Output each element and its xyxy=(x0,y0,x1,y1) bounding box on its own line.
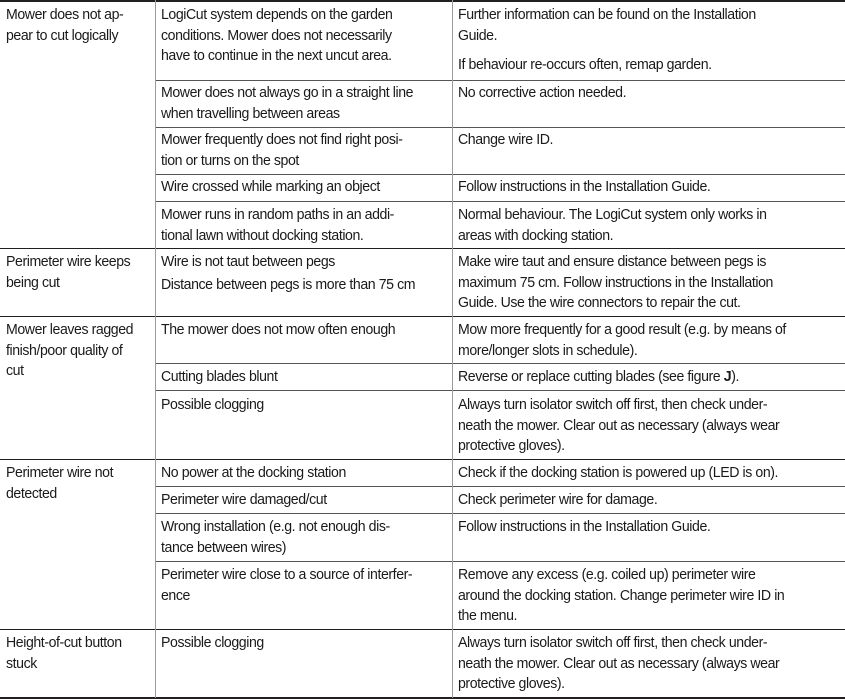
cause-cell: Wire is not taut between pegs Distance between pegs is more than 75 cm xyxy=(161,253,416,293)
cause-cell: Mower frequently does not find right posi- tion or turns on the spot xyxy=(161,131,403,169)
solution-cell: Normal behaviour. The LogiCut system only works in areas with docking station. xyxy=(458,206,767,244)
cause-cell: The mower does not mow often enough xyxy=(161,321,396,338)
cause-cell: LogiCut system depends on the garden conditions. Mower does not necessarily have to continue in the next uncut area. xyxy=(161,6,393,64)
solution-cell: Remove any excess (e.g. coiled up) perimeter wire around the docking station. Change perimeter wire ID in the menu. xyxy=(458,566,785,624)
table-top-border xyxy=(0,0,845,2)
solution-cell: Mow more frequently for a good result (e.g. by means of more/longer slots in schedule). xyxy=(458,321,786,359)
problem-cell: Perimeter wire keeps being cut xyxy=(6,253,131,291)
solution-cell: No corrective action needed. xyxy=(458,84,627,101)
cause-cell: Perimeter wire damaged/cut xyxy=(161,491,327,508)
cause-cell: Wire crossed while marking an object xyxy=(161,178,380,195)
group-divider xyxy=(0,248,845,249)
solution-cell: Always turn isolator switch off first, then check under- neath the mower. Clear out as necessary (always wear protective gloves). xyxy=(458,396,780,454)
solution-cell: Further information can be found on the Installation Guide. If behaviour re-occurs often, remap garden. xyxy=(458,6,756,73)
row-divider xyxy=(155,201,845,202)
problem-cell: Perimeter wire not detected xyxy=(6,464,114,502)
row-divider xyxy=(155,127,845,128)
row-divider xyxy=(155,513,845,514)
problem-cell: Height-of-cut button stuck xyxy=(6,634,122,672)
cause-cell: Possible clogging xyxy=(161,396,264,413)
cause-cell: Cutting blades blunt xyxy=(161,368,278,385)
solution-cell: Make wire taut and ensure distance between pegs is maximum 75 cm. Follow instructions in the Installation Guide. Use the wire connectors to repair the cut. xyxy=(458,253,773,311)
solution-cell: Follow instructions in the Installation Guide. xyxy=(458,518,711,535)
solution-cell: Follow instructions in the Installation Guide. xyxy=(458,178,711,195)
row-divider xyxy=(155,486,845,487)
cause-cell: Mower does not always go in a straight line when travelling between areas xyxy=(161,84,414,122)
row-divider xyxy=(155,363,845,364)
cause-cell: Perimeter wire close to a source of interfer- ence xyxy=(161,566,413,604)
solution-cell: Always turn isolator switch off first, then check under- neath the mower. Clear out as necessary (always wear protective gloves). xyxy=(458,634,780,692)
row-divider xyxy=(155,80,845,81)
column-divider xyxy=(452,0,453,698)
cause-cell: Possible clogging xyxy=(161,634,264,651)
solution-cell: Change wire ID. xyxy=(458,131,554,148)
column-divider xyxy=(155,0,156,698)
problem-cell: Mower does not ap- pear to cut logically xyxy=(6,6,124,44)
group-divider xyxy=(0,459,845,460)
group-divider xyxy=(0,629,845,630)
row-divider xyxy=(155,561,845,562)
group-divider xyxy=(0,316,845,317)
solution-cell: Check if the docking station is powered up (LED is on). xyxy=(458,464,779,481)
cause-cell: No power at the docking station xyxy=(161,464,346,481)
solution-cell: Reverse or replace cutting blades (see figure J). xyxy=(458,368,739,385)
figure-reference: J xyxy=(723,368,732,385)
problem-cell: Mower leaves ragged finish/poor quality of cut xyxy=(6,321,134,379)
row-divider xyxy=(155,174,845,175)
cause-cell: Mower runs in random paths in an addi- tional lawn without docking station. xyxy=(161,206,394,244)
cause-cell: Wrong installation (e.g. not enough dis- tance between wires) xyxy=(161,518,390,556)
solution-cell: Check perimeter wire for damage. xyxy=(458,491,658,508)
row-divider xyxy=(155,390,845,391)
